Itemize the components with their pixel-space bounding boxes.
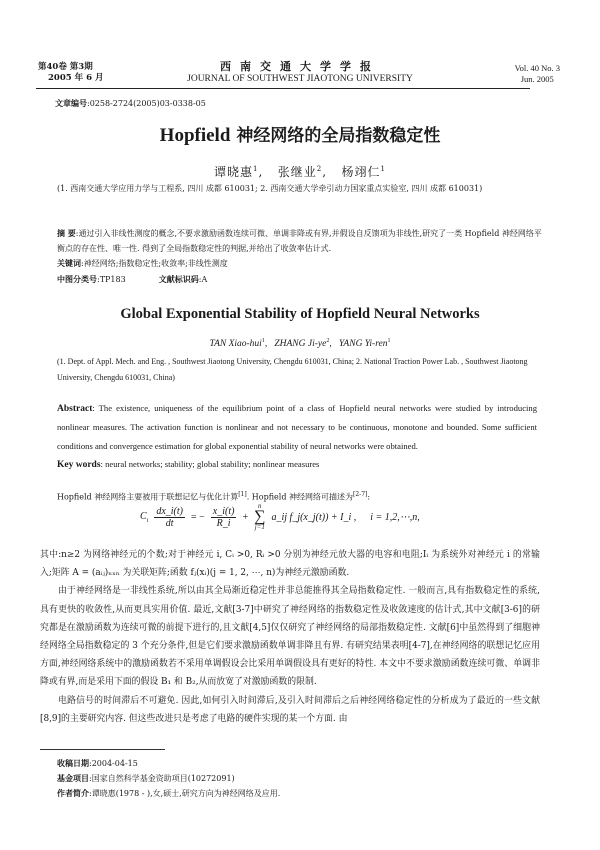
affiliation-en: (1. Dept. of Appl. Mech. and Eng. , Southwest Jiaotong University, Chengdu 610031, China; 2. National Traction Power Lab. , Southwest Jiaotong University, Chengdu 610031, China)	[57, 357, 528, 382]
footnote-funding: 基金项目:国家自然科学基金资助项目(10272091)	[57, 773, 235, 783]
author-name: ZHANG Ji-ye	[274, 339, 327, 350]
clc-number: :TP183	[97, 274, 126, 284]
author-name: 谭晓惠	[214, 165, 254, 179]
keywords-en: : neural networks; stability; global stability; nonlinear measures	[100, 459, 320, 470]
clc-label: 中图分类号	[57, 273, 97, 284]
journal-title-en: JOURNAL OF SOUTHWEST JIAOTONG UNIVERSITY	[187, 74, 413, 84]
abstract-cn-text: :通过引入非线性测度的概念,不要求激励函数连续可微、单调非降或有界,并假设自反馈项为非线性,研究了一类 Hopfield 神经网络平衡点的存在性、唯一性. 得到了全局指数稳定性的判据,并给出了收敛率估计式.	[57, 229, 542, 253]
author-name: 张继业	[277, 165, 317, 179]
author-name: YANG Yi-ren	[338, 339, 388, 350]
authors-cn: 谭晓惠$^1$, 张继业$^2$, 杨翊仁$^1$	[214, 165, 386, 179]
paper-title-en: Global Exponential Stability of Hopfield Neural Networks	[120, 306, 480, 322]
paper-title-cn-rest: 神经网络的全局指数稳定性	[230, 126, 441, 146]
intro-text-b: . Hopfield 神经网络可描述为	[246, 492, 354, 502]
article-number-value: :0258-2724(2005)03-0338-05	[87, 99, 206, 108]
paper-title-cn-latin: Hopfield	[159, 125, 231, 146]
paragraph-2: 由于神经网络是一非线性系统,所以由其全局渐近稳定性并非总能推得其全局指数稳定性. 一般而言,具有指数稳定性的系统,具有更快的收敛性,从而更具实用价值. 最近,文献[3-7]中研究了神经网络的指数稳定性及收敛速度的估计式,其中文献[3-6]的研究都是在激励函数为连续可微的前提下进行的,且文献[4,5]仅仅研究了神经网络的局部指数稳定性. 文献[6]中虽然得到了细胞神经网络全局指数稳定的 3 个充分条件,但是它们要求激励函数单调非降且有界. 有研究结果表明[4-7],在神经网络的联想记忆应用方面,神经网络系统中的激励函数若不采用单调假设会比采用单调假设具有更好的特性. 本文中不要求激励函数连续可微、单调非降或有界,而是采用下面的假设 B₁ 和 B₂,从而放宽了对激励函数的限制.	[40, 586, 540, 688]
author-affil-sup: 2	[316, 165, 323, 173]
keywords-cn: :神经网络;指数稳定性;收敛率;非线性测度	[81, 259, 228, 268]
author-affil-sup: 2	[326, 338, 330, 344]
journal-title	[150, 60, 450, 85]
date-cn: 2005 年 6 月	[48, 73, 104, 83]
author-affil-sup: 1	[380, 165, 386, 173]
body-intro	[57, 491, 547, 503]
eq-decay-term: $\frac{x\_i(t)}{R\_i}$	[212, 505, 235, 529]
keywords-en-label: Key words	[57, 460, 101, 471]
author-name: TAN Xiao-hui	[209, 339, 262, 350]
footnote-received: 收稿日期:2004-04-15	[57, 758, 138, 768]
eq-derivative: $\frac{dx\_i(t)}{dt}$	[156, 505, 183, 529]
sum-symbol: n ∑ j=1	[254, 502, 266, 531]
paragraph-3: 电路信号的时间滞后不可避免. 因此,如何引入时间滞后,及引入时间滞后之后神经网络稳定性的分析成为了最近的一些文献[8,9]的主要研究内容. 但这些改进只是考虑了电路的硬件实现的某一个方面. 由	[40, 695, 540, 724]
body-text	[40, 546, 540, 728]
citation-ref: [2-7]	[353, 491, 368, 498]
volume-cn: 第40卷 第3期	[38, 62, 93, 72]
abstract-en	[57, 399, 537, 475]
issue-info-en	[515, 63, 560, 85]
abstract-cn-label: 摘 要	[57, 228, 76, 238]
footnote-divider	[40, 749, 165, 750]
intro-text-a: Hopfield 神经网络主要被用于联想记忆与优化计算	[57, 492, 239, 502]
abstract-cn	[57, 226, 547, 287]
author-name: 杨翊仁	[341, 165, 381, 179]
abstract-en-label: Abstract	[57, 404, 93, 414]
header-divider	[36, 88, 530, 89]
eq-sum-term: a_ij f_j(x_j(t)) + I_i ,	[271, 511, 357, 523]
issue-info-cn	[38, 62, 103, 84]
article-number-label: 文章编号	[55, 98, 87, 108]
eq-equals: = −	[191, 511, 205, 523]
article-number	[55, 98, 206, 109]
citation-ref: [1]	[238, 491, 247, 498]
footnotes	[57, 756, 280, 801]
paper-title-cn	[0, 121, 600, 147]
paragraph-where: 其中:n≥2 为网络神经元的个数;对于神经元 i, Cᵢ >0, Rᵢ >0 分别为神经元放大器的电容和电阻;Iᵢ 为系统外对神经元 i 的常输入;矩阵 A = (aᵢⱼ)ₙₓₙ 为关联矩阵;函数 fⱼ(xᵢ)(j = 1, 2, ⋯, n)为神经元激励函数.	[40, 550, 540, 579]
hopfield-equation	[140, 503, 420, 531]
authors-en: TAN Xiao-hui$^1$, ZHANG $Ji-ye^2$, YANG Yi-ren$^1$	[209, 338, 391, 350]
eq-lhs-coef: $C_i$	[140, 510, 149, 524]
author-affil-sup: 1	[387, 338, 391, 344]
footnote-author-bio: 作者简介:谭晓惠(1978 - ),女,硕士,研究方向为神经网络及应用.	[57, 788, 281, 798]
author-affil-sup: 1	[261, 338, 265, 344]
eq-plus: +	[242, 511, 249, 523]
keywords-cn-label: 关键词	[57, 258, 81, 268]
eq-index-range: i = 1,2,⋯,n,	[370, 511, 420, 523]
affiliation-cn: (1. 西南交通大学应用力学与工程系, 四川 成都 610031; 2. 西南交通大学牵引动力国家重点实验室, 四川 成都 610031)	[57, 184, 483, 193]
abstract-en-text: : The existence, uniqueness of the equilibrium point of a class of Hopfield neural networks were studied by introducing nonlinear measures. The activation function is nonlinear and not necessary to be continuous, monotone and bounded. Some sufficient conditions and convergence estimation for global exponential stability of neural networks were obtained.	[57, 403, 537, 451]
doc-code-label: 文献标识码	[158, 273, 199, 284]
journal-title-cn: 西南交通大学学报	[220, 60, 380, 73]
doc-code: :A	[198, 274, 208, 284]
date-en: Jun. 2005	[520, 74, 554, 84]
author-affil-sup: 1	[253, 165, 259, 173]
intro-text-c: :	[367, 492, 371, 502]
volume-en: Vol. 40 No. 3	[514, 63, 560, 73]
